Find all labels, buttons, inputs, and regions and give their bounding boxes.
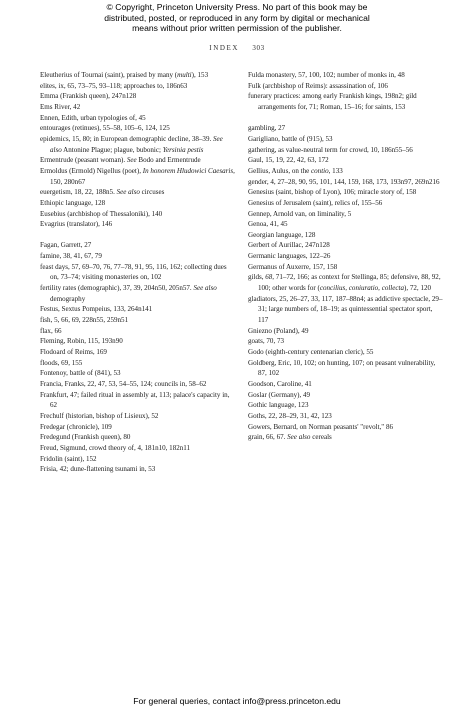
index-entry-text: Eusebius (archbishop of Thessaloniki), 140 [40,209,163,218]
index-entry [40,358,236,369]
index-entry-text: ), 72, 120 [404,284,432,293]
index-entry-italic: See also [116,188,140,197]
index-entry-text: Gellius, Aulus, on the [248,166,312,175]
index-entry [40,390,236,411]
index-entry [248,262,444,273]
index-entry-text: Ems River, 42 [40,102,81,111]
index-entry [248,209,444,220]
index-entry [248,81,444,92]
index-entry-text: Eleutherius of Tournai (saint), praised by many ( [40,71,178,79]
index-entry [40,209,236,220]
index-entry-text: Fontenoy, battle of (841), 53 [40,369,121,378]
index-entry [248,390,444,401]
index-entry-text: Fredegund (Frankish queen), 80 [40,433,131,442]
index-entry [40,70,236,81]
index-entry [248,230,444,241]
index-entry [40,134,236,155]
index-entry-text: gathering, as value-neutral term for crowd, 10, 186n55–56 [248,145,413,154]
index-entry-text: Fredegar (chronicle), 109 [40,422,112,431]
index-entry-text: Evagrius (translator), 146 [40,220,113,229]
index-entry-text: gambling, 27 [248,124,286,133]
index-entry [248,177,444,188]
index-entry [248,379,444,390]
index-entry [40,155,236,166]
index-entry-italic: See also [50,134,223,154]
index-entry-text: funerary practices: among early Frankish kings, 198n2; gild arrangements for, 71; Roman, 15–16; for saints, 153 [248,92,417,111]
copyright-notice [0,2,474,34]
index-entry-italic: 68 [265,273,273,282]
index-entry-text: gladiators, 25, 26–27, 33, 117, 187–88n4; as addictive spectacle, 29–31; large numbers of, 18–19; as quintessential spectator sport, 117 [248,294,443,325]
index-entry [40,347,236,358]
index-entry-text: Emma (Frankish queen), 247n128 [40,92,137,101]
index-entry [40,432,236,443]
index-entry-text: Ennen, Edith, urban typologies of, 45 [40,113,146,122]
index-entry-text: circuses [139,188,165,197]
index-column-left [40,70,236,475]
index-entry [248,422,444,433]
index-entry-text: floods, 69, 155 [40,358,83,367]
index-entry-text: Gniezno (Poland), 49 [248,326,309,335]
index-entry-text: Fulk (archbishop of Reims): assassination of, 106 [248,81,388,90]
page-number: 303 [252,44,265,52]
index-entry [248,240,444,251]
copyright-line: means without prior written permission of the publisher. [132,23,342,34]
index-entry-text: epidemics, 15, 80; in European demographic decline, 38–39. [40,134,213,143]
index-entry-text: Genesius of Jerusalem (saint), relics of, 155–56 [248,198,383,207]
index-entry-text: Goldberg, Eric, 10, 102; on hunting, 107; on peasant vulnerability, 87, 102 [248,358,436,378]
index-entry [40,240,236,251]
index-entry-italic: In honorem Hludowici Caesaris [142,166,234,175]
index-entry-text: Festus, Sextus Pompeius, 133, 264n141 [40,305,153,314]
index-entry-text: goats, 70, 73 [248,337,285,346]
footer-contact: For general queries, contact info@press.princeton.edu [133,696,341,706]
index-entry-text: Genoa, 41, 45 [248,220,288,229]
index-entry-text: Goths, 22, 28–29, 31, 42, 123 [248,411,332,420]
index-entry-text: Antonine Plague; plague, bubonic; [61,145,163,154]
index-entry [40,411,236,422]
index-entry-text: ), 153 [191,71,209,79]
index-entry [40,283,236,304]
index-entry [40,304,236,315]
index-entry-text: Gowers, Bernard, on Norman peasants' "revolt," 86 [248,422,393,431]
running-head [0,44,474,52]
index-entry-text: Germanus of Auxerre, 157, 158 [248,262,338,271]
index-entry-text: grain, 66, 67. [248,433,288,442]
letter-section-gap [40,230,236,241]
index-entry [248,432,444,443]
index-entry-text: famine, 38, 41, 67, 79 [40,252,102,261]
index-entry-italic: See also [193,284,217,293]
index-entry [40,251,236,262]
index-entry [248,70,444,81]
index-entry [248,326,444,337]
index-entry-text: Frisia, 42; dune-flattening tsunami in, 53 [40,465,156,474]
index-entry [40,368,236,379]
index-entry-text: gilds, [248,273,266,282]
index-entry-text: Ermentrude (peasant woman). [40,156,127,165]
index-entry-text: Ethiopic language, 128 [40,198,106,207]
index-entry-text: entourages (retinues), 55–58, 105–6, 124, 125 [40,124,170,133]
index-entry [40,464,236,475]
index-entry-text: demography [50,294,86,303]
index-entry-italic: contio [311,166,329,175]
index-entry [40,187,236,198]
index-entry [248,251,444,262]
index-entry-text: Ermoldus (Ermold) Nigellus (poet), [40,166,143,175]
index-entry-italic: See [126,156,137,165]
index-entry [248,134,444,145]
index-entry [40,336,236,347]
index-entry-text: elites, ix, 65, 73–75, 93–118; approaches to, 186n63 [40,81,188,90]
index-entry-text: fish, 5, 66, 69, 228n55, 259n51 [40,316,129,325]
index-entry-italic: Yersinia pestis [162,145,204,154]
index-entry [40,123,236,134]
index-entry-text: feast days, 57, 69–70, 76, 77–78, 91, 95, 116, 162; collecting dues on, 73–74; visiting monasteries on, 102 [40,262,227,282]
index-entry-text: Fridolin (saint), 152 [40,454,97,463]
index-entry-text: Freud, Sigmund, crowd theory of, 4, 181n10, 182n11 [40,443,191,452]
index-entry [248,411,444,422]
index-entry-text: Genesius (saint, bishop of Lyon), 106; miracle story of, 158 [248,188,417,197]
index-entry [248,145,444,156]
copyright-line: distributed, posted, or reproduced in any form by digital or mechanical [104,12,370,23]
index-entry-text: Gothic language, 123 [248,401,309,410]
index-entry [248,358,444,379]
index-entry [40,81,236,92]
index-entry [40,198,236,209]
index-entry [248,294,444,326]
running-head-label: INDEX [209,44,240,52]
index-entry [248,336,444,347]
index-entry [40,326,236,337]
index-entry [40,91,236,102]
index-entry [40,166,236,187]
index-entry [248,198,444,209]
index-entry-text: gender, 4, 27–28, 90, 95, 101, 144, 159, 168, 173, 193n97, 269n216 [248,177,440,186]
index-entry [40,315,236,326]
index-entry [40,422,236,433]
index-entry-text: Germanic languages, 122–26 [248,252,331,261]
index-entry-text: Fulda monastery, 57, 100, 102; number of monks in, 48 [248,71,405,79]
index-entry [248,187,444,198]
index-entry-text: Frechulf (historian, bishop of Lisieux), 52 [40,411,159,420]
index-entry-text: cereals [310,433,332,442]
index-entry-text: , 71–72, 166; as context for Stellinga, 85; defensive, 88, 92, 100; other words for ( [258,273,441,293]
index-entry [248,400,444,411]
index-entry-italic: multi [177,71,192,79]
index-entry-text: Frankfurt, 47; failed ritual in assembly at, 113; palace's capacity in, 62 [40,390,230,410]
copyright-line: © Copyright, Princeton University Press. No part of this book may be [106,2,368,12]
index-entry [248,123,444,134]
index-entry-text: flax, 66 [40,326,62,335]
index-entry-text: Gerbert of Aurillac, 247n128 [248,241,330,250]
index-entry-text: Georgian language, 128 [248,230,316,239]
index-entry-text: Gaul, 15, 19, 22, 42, 63, 172 [248,156,329,165]
index-entry-text: Fagan, Garrett, 27 [40,241,92,250]
index-entry-text: Goslar (Germany), 49 [248,390,311,399]
index-entry-text: , 150, 280n67 [50,166,235,186]
index-entry [40,454,236,465]
index-entry-italic: concilius, coniuratio, collecta [319,284,404,293]
index-entry-text: Francia, Franks, 22, 47, 53, 54–55, 124; councils in, 58–62 [40,380,207,389]
index-entry [248,219,444,230]
index-entry [248,166,444,177]
index-entry [248,272,444,293]
index-entry-text: euergetism, 18, 22, 188n5. [40,188,117,197]
index-entry-text: Bodo and Ermentrude [136,156,201,165]
index-entry-text: Garigliano, battle of (915), 53 [248,134,333,143]
index-entry-text: , 133 [328,166,343,175]
index-entry-italic: See also [287,433,311,442]
index-entry [40,379,236,390]
index-entry-text: Fleming, Robin, 115, 193n90 [40,337,123,346]
index-entry [40,113,236,124]
index-column-right [248,70,444,443]
index-entry-text: fertility rates (demographic), 37, 39, 204n50, 205n57. [40,284,194,293]
index-entry-text: Flodoard of Reims, 169 [40,348,107,357]
index-entry-text: Godo (eighth-century centenarian cleric), 55 [248,348,374,357]
letter-section-gap [248,113,444,124]
index-entry [248,91,444,112]
index-entry [40,219,236,230]
index-entry [40,262,236,283]
index-entry-text: Gennep, Arnold van, on liminality, 5 [248,209,352,218]
index-entry [40,443,236,454]
index-entry [248,155,444,166]
index-entry [40,102,236,113]
index-entry-text: Goodson, Caroline, 41 [248,380,312,389]
index-entry [248,347,444,358]
